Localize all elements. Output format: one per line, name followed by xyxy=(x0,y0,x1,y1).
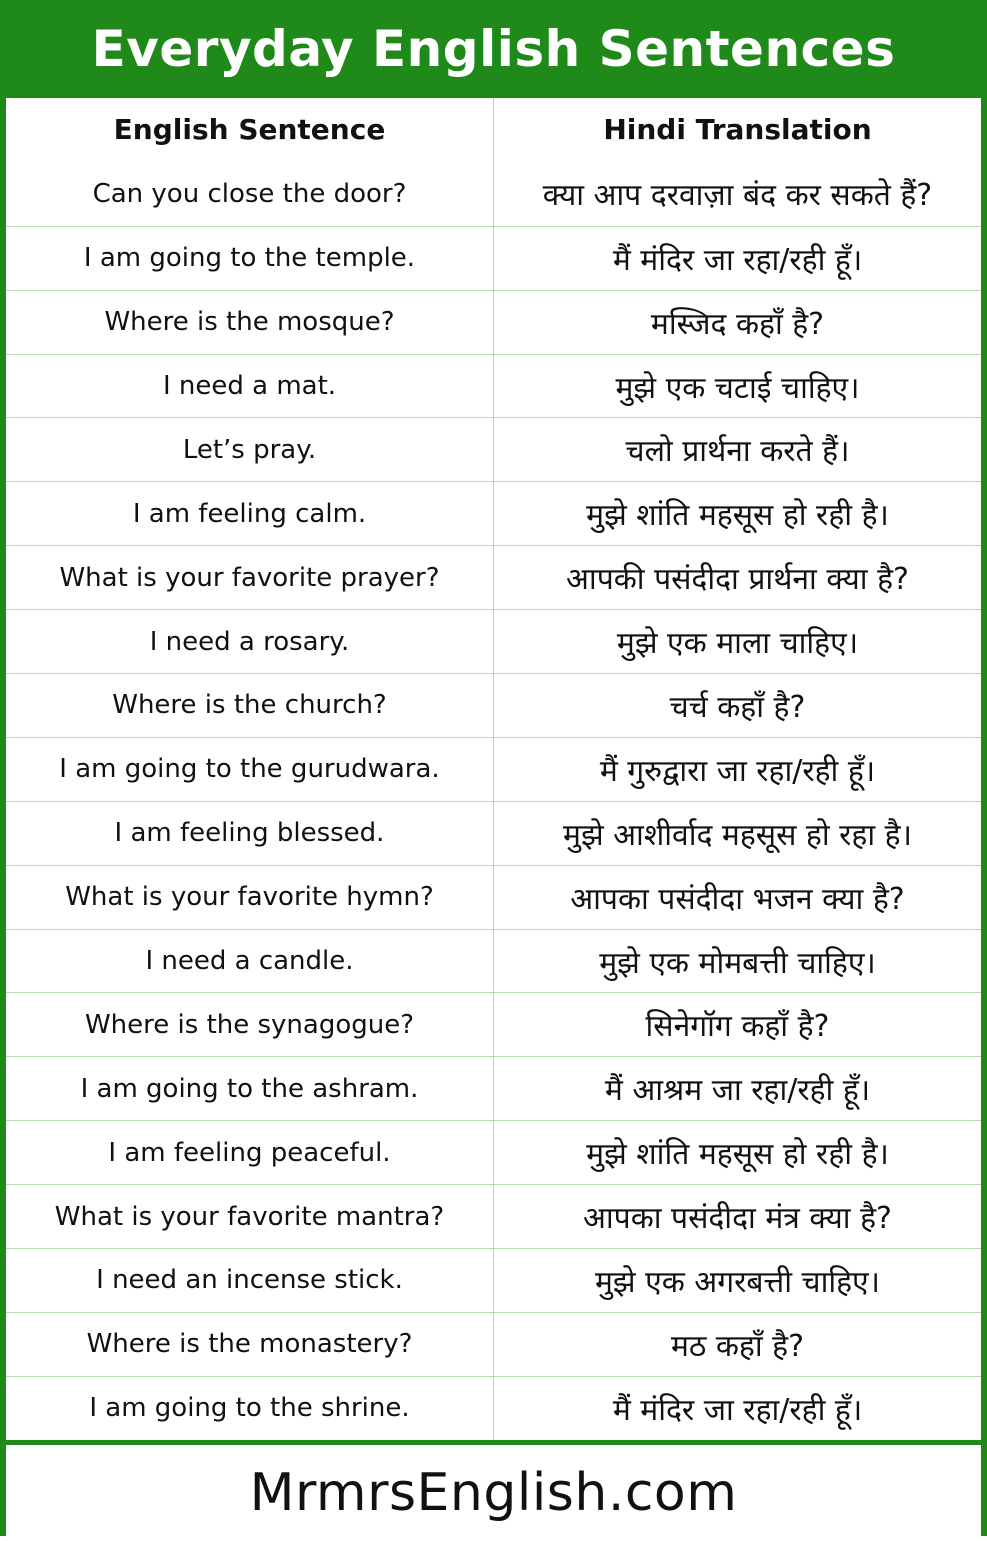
hindi-translation-cell: मुझे शांति महसूस हो रही है। xyxy=(586,498,889,534)
sentence-table xyxy=(6,98,981,1440)
table-row xyxy=(6,737,981,801)
english-sentence-cell: I need an incense stick. xyxy=(6,1249,494,1312)
hindi-translation-cell: चर्च कहाँ है? xyxy=(669,689,806,725)
table-row xyxy=(6,1120,981,1184)
hindi-translation-cell: मुझे एक अगरबत्ती चाहिए। xyxy=(594,1264,881,1300)
hindi-translation-cell: मठ कहाँ है? xyxy=(670,1328,805,1364)
english-sentence-cell: What is your favorite mantra? xyxy=(6,1185,494,1248)
english-sentence-cell: I am feeling blessed. xyxy=(6,802,494,865)
hindi-translation-cell: मुझे शांति महसूस हो रही है। xyxy=(586,1137,889,1173)
table-row xyxy=(6,673,981,737)
table-body xyxy=(6,162,981,1440)
hindi-translation-cell: क्या आप दरवाज़ा बंद कर सकते हैं? xyxy=(542,178,933,214)
english-sentence-cell: Where is the synagogue? xyxy=(6,993,494,1056)
hindi-translation-cell: चलो प्रार्थना करते हैं। xyxy=(625,434,850,470)
table-row xyxy=(6,992,981,1056)
english-sentence-cell: Let’s pray. xyxy=(6,418,494,481)
english-sentence-cell: I am going to the ashram. xyxy=(6,1057,494,1120)
hindi-column-header: Hindi Translation xyxy=(603,113,872,147)
hindi-translation-cell: मस्जिद कहाँ है? xyxy=(650,306,825,342)
table-row xyxy=(6,417,981,481)
hindi-translation-cell: सिनेगॉग कहाँ है? xyxy=(645,1009,830,1045)
hindi-translation-cell: मुझे एक चटाई चाहिए। xyxy=(615,370,860,406)
table-row xyxy=(6,1248,981,1312)
english-sentence-cell: I need a mat. xyxy=(6,355,494,418)
english-sentence-cell: I am going to the shrine. xyxy=(6,1377,494,1440)
table-row xyxy=(6,354,981,418)
table-row xyxy=(6,865,981,929)
english-sentence-cell: I need a candle. xyxy=(6,930,494,993)
table-row xyxy=(6,929,981,993)
table-row xyxy=(6,1312,981,1376)
table-row xyxy=(6,226,981,290)
english-sentence-cell: I need a rosary. xyxy=(6,610,494,673)
table-row xyxy=(6,1376,981,1440)
english-sentence-cell: Where is the mosque? xyxy=(6,291,494,354)
table-row xyxy=(6,481,981,545)
english-sentence-cell: I am going to the gurudwara. xyxy=(6,738,494,801)
english-sentence-cell: I am going to the temple. xyxy=(6,227,494,290)
english-sentence-cell: Can you close the door? xyxy=(6,162,494,226)
english-sentence-cell: Where is the monastery? xyxy=(6,1313,494,1376)
hindi-translation-cell: मुझे एक मोमबत्ती चाहिए। xyxy=(599,945,876,981)
hindi-translation-cell: मुझे आशीर्वाद महसूस हो रहा है। xyxy=(563,817,912,853)
hindi-translation-cell: मैं आश्रम जा रहा/रही हूँ। xyxy=(604,1073,871,1109)
hindi-translation-cell: आपका पसंदीदा भजन क्या है? xyxy=(570,881,905,917)
english-sentence-cell: I am feeling peaceful. xyxy=(6,1121,494,1184)
english-sentence-cell: What is your favorite hymn? xyxy=(6,866,494,929)
english-sentence-cell: Where is the church? xyxy=(6,674,494,737)
table-row xyxy=(6,1056,981,1120)
table-row xyxy=(6,545,981,609)
english-sentence-cell: I am feeling calm. xyxy=(6,482,494,545)
english-sentence-cell: What is your favorite prayer? xyxy=(6,546,494,609)
hindi-translation-cell: मुझे एक माला चाहिए। xyxy=(616,626,859,662)
table-row xyxy=(6,609,981,673)
table-row xyxy=(6,801,981,865)
hindi-translation-cell: मैं गुरुद्वारा जा रहा/रही हूँ। xyxy=(599,753,876,789)
site-footer: MrmrsEnglish.com xyxy=(6,1445,981,1541)
page-title: Everyday English Sentences xyxy=(91,20,896,78)
table-row xyxy=(6,162,981,226)
english-column-header: English Sentence xyxy=(6,98,494,162)
hindi-translation-cell: मैं मंदिर जा रहा/रही हूँ। xyxy=(612,242,863,278)
hindi-translation-cell: आपका पसंदीदा मंत्र क्या है? xyxy=(583,1201,892,1237)
table-row xyxy=(6,1184,981,1248)
table-header-row xyxy=(6,98,981,162)
table-row xyxy=(6,290,981,354)
hindi-translation-cell: आपकी पसंदीदा प्रार्थना क्या है? xyxy=(566,562,909,598)
hindi-translation-cell: मैं मंदिर जा रहा/रही हूँ। xyxy=(612,1392,863,1428)
